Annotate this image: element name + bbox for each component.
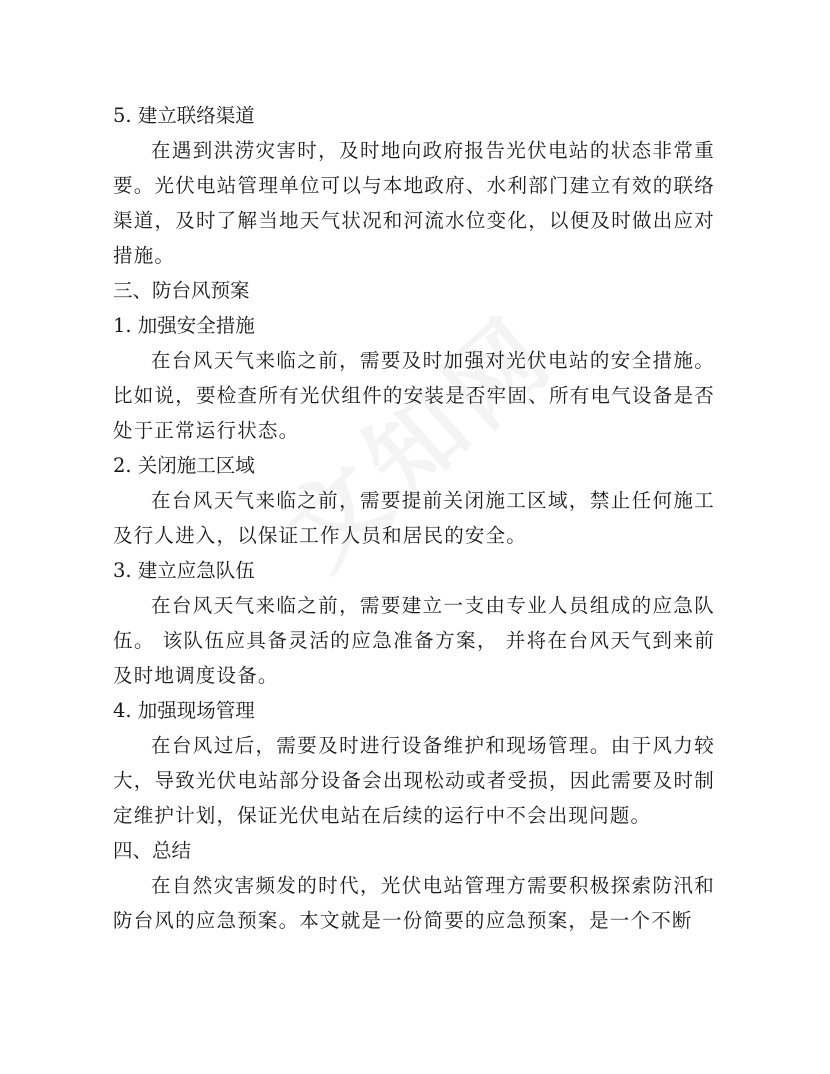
document-body <box>113 98 715 938</box>
section-heading: 3. 建立应急队伍 <box>113 559 255 582</box>
paragraph: 在台风天气来临之前，需要及时加强对光伏电站的安全措施。比如说，要检查所有光伏组件的安装是否牢固、所有电气设备是否处于正常运行状态。 <box>113 349 715 442</box>
paragraph: 在台风天气来临之前，需要提前关闭施工区域，禁止任何施工及行人进入，以保证工作人员和居民的安全。 <box>113 489 715 547</box>
section-heading: 四、总结 <box>113 839 192 862</box>
paragraph: 在台风过后，需要及时进行设备维护和现场管理。由于风力较大，导致光伏电站部分设备会出现松动或者受损，因此需要及时制定维护计划，保证光伏电站在后续的运行中不会出现问题。 <box>113 734 715 827</box>
section-heading: 三、防台风预案 <box>113 279 250 302</box>
section-heading: 5. 建立联络渠道 <box>113 104 255 127</box>
section-heading: 2. 关闭施工区域 <box>113 454 255 477</box>
paragraph: 在遇到洪涝灾害时，及时地向政府报告光伏电站的状态非常重要。光伏电站管理单位可以与本地政府、水利部门建立有效的联络渠道，及时了解当地天气状况和河流水位变化，以便及时做出应对措施。 <box>113 139 715 267</box>
section-heading: 4. 加强现场管理 <box>113 699 255 722</box>
section-heading: 1. 加强安全措施 <box>113 314 255 337</box>
paragraph: 在台风天气来临之前，需要建立一支由专业人员组成的应急队伍。 该队伍应具备灵活的应急准备方案， 并将在台风天气到来前及时地调度设备。 <box>113 594 715 687</box>
paragraph: 在自然灾害频发的时代，光伏电站管理方需要积极探索防汛和防台风的应急预案。本文就是一份简要的应急预案，是一个不断 <box>113 874 715 932</box>
